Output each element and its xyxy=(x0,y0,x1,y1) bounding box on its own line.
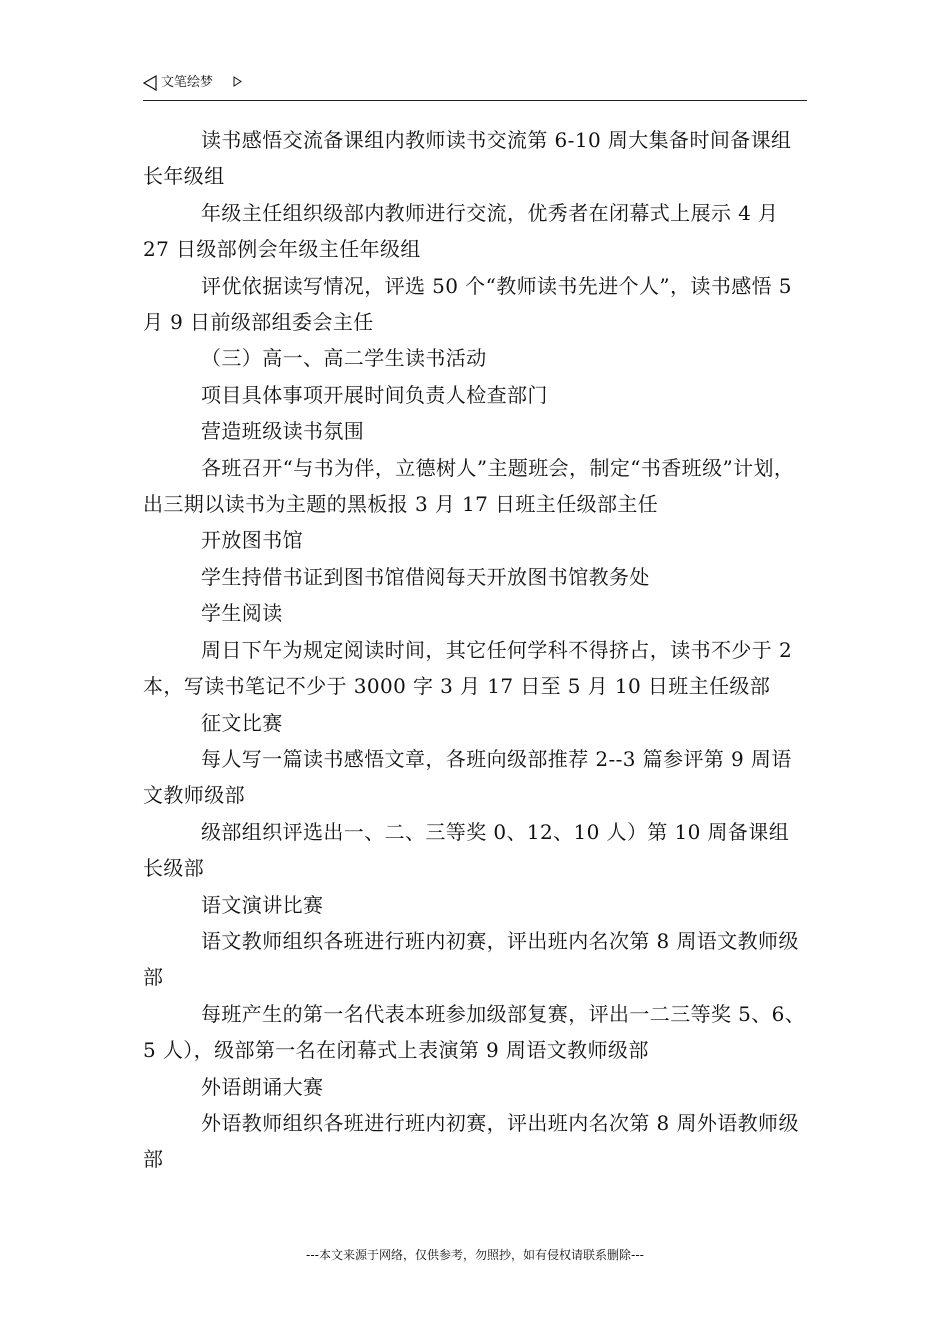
paragraph: 读书感悟交流备课组内教师读书交流第 6-10 周大集备时间备课组长年级组 xyxy=(143,128,792,189)
item-title: 开放图书馆 xyxy=(201,528,303,553)
page-footer: ---本文来源于网络，仅供参考，勿照抄，如有侵权请联系删除--- xyxy=(306,1248,644,1262)
section-heading: （三）高一、高二学生读书活动 xyxy=(201,346,487,371)
paragraph: 级部组织评选出一、二、三等奖 0、12、10 人）第 10 周备课组长级部 xyxy=(143,819,790,881)
paragraph: 每人写一篇读书感悟文章，各班向级部推荐 2--3 篇参评第 9 周语文教师级部 xyxy=(143,746,792,808)
paragraph: 外语教师组织各班进行班内初赛，评出班内名次第 8 周外语教师级部 xyxy=(143,1110,799,1172)
item-title: 语文演讲比赛 xyxy=(201,892,324,917)
item-title: 征文比赛 xyxy=(201,710,283,735)
item-title: 外语朗诵大赛 xyxy=(201,1074,324,1099)
paragraph: 学生持借书证到图书馆借阅每天开放图书馆教务处 xyxy=(201,564,650,589)
paragraph: 每班产生的第一名代表本班参加级部复赛，评出一二三等奖 5、6、5 人），级部第一名在闭幕式上表演第 9 周语文教师级部 xyxy=(143,1001,806,1063)
header-brand: 文笔绘梦 xyxy=(161,75,214,90)
paragraph: 评优依据读写情况，评选 50 个“教师读书先进个人”，读书感悟 5 月 9 日前级部组委会主任 xyxy=(143,273,792,335)
paragraph: 语文教师组织各班进行班内初赛，评出班内名次第 8 周语文教师级部 xyxy=(143,928,799,990)
document-body xyxy=(143,122,807,1178)
triangle-right-outline-icon xyxy=(233,76,242,87)
paragraph: 周日下午为规定阅读时间，其它任何学科不得挤占，读书不少于 2 本，写读书笔记不少于 3000 字 3 月 17 日至 5 月 10 日班主任级部 xyxy=(143,637,793,699)
item-title: 营造班级读书氛围 xyxy=(201,419,365,444)
item-title: 学生阅读 xyxy=(201,601,283,626)
paragraph: 项目具体事项开展时间负责人检查部门 xyxy=(201,382,548,407)
paragraph: 年级主任组织级部内教师进行交流，优秀者在闭幕式上展示 4 月 27 日级部例会年级主任年级组 xyxy=(143,200,779,262)
triangle-left-outline-icon xyxy=(143,75,157,91)
paragraph: 各班召开“与书为伴，立德树人”主题班会，制定“书香班级”计划，出三期以读书为主题的黑板报 3 月 17 日班主任级部主任 xyxy=(143,455,795,517)
page-header xyxy=(143,70,807,101)
